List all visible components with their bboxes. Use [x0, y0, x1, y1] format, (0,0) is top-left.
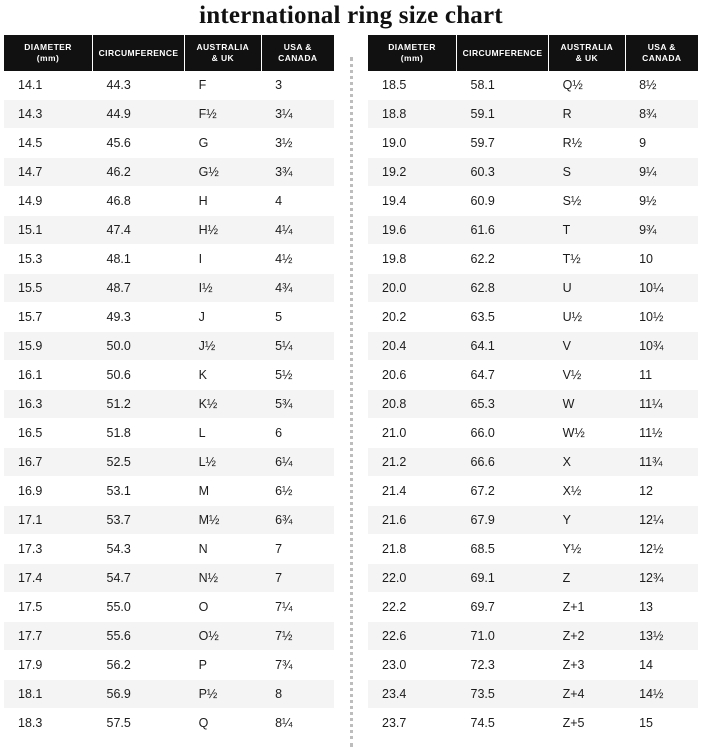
- cell-australia-uk: T½: [549, 245, 625, 274]
- table-row: [4, 535, 334, 564]
- cell-australia-uk: F½: [185, 100, 261, 129]
- cell-australia-uk: Q½: [549, 71, 625, 100]
- cell-usa-canada: 12¼: [625, 506, 698, 535]
- cell-usa-canada: 3: [261, 71, 334, 100]
- cell-usa-canada: 12¾: [625, 564, 698, 593]
- cell-circumference: 63.5: [457, 303, 549, 332]
- cell-usa-canada: 5¼: [261, 332, 334, 361]
- cell-usa-canada: 14: [625, 651, 698, 680]
- cell-australia-uk: J: [185, 303, 261, 332]
- cell-usa-canada: 6¾: [261, 506, 334, 535]
- table-row: [368, 680, 698, 709]
- cell-australia-uk: U½: [549, 303, 625, 332]
- cell-circumference: 48.1: [93, 245, 185, 274]
- column-header-diameter: [368, 35, 457, 71]
- cell-circumference: 74.5: [457, 709, 549, 738]
- table-row: [368, 129, 698, 158]
- cell-circumference: 54.7: [93, 564, 185, 593]
- cell-diameter: 22.0: [368, 564, 457, 593]
- column-header-diameter: [4, 35, 93, 71]
- cell-circumference: 55.0: [93, 593, 185, 622]
- cell-australia-uk: Z: [549, 564, 625, 593]
- table-row: [4, 100, 334, 129]
- cell-australia-uk: K½: [185, 390, 261, 419]
- cell-diameter: 23.4: [368, 680, 457, 709]
- cell-usa-canada: 11¼: [625, 390, 698, 419]
- table-row: [368, 158, 698, 187]
- cell-australia-uk: K: [185, 361, 261, 390]
- cell-australia-uk: Z+4: [549, 680, 625, 709]
- cell-usa-canada: 13: [625, 593, 698, 622]
- cell-diameter: 19.0: [368, 129, 457, 158]
- cell-diameter: 14.7: [4, 158, 93, 187]
- cell-usa-canada: 15: [625, 709, 698, 738]
- table-row: [368, 419, 698, 448]
- cell-diameter: 20.2: [368, 303, 457, 332]
- cell-circumference: 50.6: [93, 361, 185, 390]
- cell-circumference: 62.2: [457, 245, 549, 274]
- cell-diameter: 18.3: [4, 709, 93, 738]
- cell-usa-canada: 11: [625, 361, 698, 390]
- cell-diameter: 21.0: [368, 419, 457, 448]
- cell-diameter: 21.4: [368, 477, 457, 506]
- table-row: [4, 274, 334, 303]
- table-row: [368, 71, 698, 100]
- column-header-australia-uk: [549, 35, 625, 71]
- cell-circumference: 69.1: [457, 564, 549, 593]
- cell-australia-uk: X½: [549, 477, 625, 506]
- cell-circumference: 67.9: [457, 506, 549, 535]
- cell-usa-canada: 12½: [625, 535, 698, 564]
- cell-australia-uk: P: [185, 651, 261, 680]
- table-row: [4, 564, 334, 593]
- table-row: [368, 622, 698, 651]
- cell-usa-canada: 4: [261, 187, 334, 216]
- cell-circumference: 59.1: [457, 100, 549, 129]
- cell-diameter: 14.5: [4, 129, 93, 158]
- column-header-australia-uk-label: AUSTRALIA: [560, 42, 614, 52]
- table-row: [368, 361, 698, 390]
- table-row: [4, 709, 334, 738]
- cell-circumference: 64.1: [457, 332, 549, 361]
- cell-australia-uk: J½: [185, 332, 261, 361]
- column-header-diameter-label: DIAMETER: [24, 42, 72, 52]
- cell-circumference: 45.6: [93, 129, 185, 158]
- cell-usa-canada: 8½: [625, 71, 698, 100]
- cell-diameter: 16.1: [4, 361, 93, 390]
- cell-diameter: 18.8: [368, 100, 457, 129]
- table-row: [4, 158, 334, 187]
- cell-usa-canada: 10¾: [625, 332, 698, 361]
- cell-australia-uk: L½: [185, 448, 261, 477]
- cell-circumference: 44.3: [93, 71, 185, 100]
- cell-usa-canada: 7: [261, 535, 334, 564]
- cell-usa-canada: 5½: [261, 361, 334, 390]
- cell-diameter: 19.6: [368, 216, 457, 245]
- column-header-circumference-label: CIRCUMFERENCE: [98, 47, 179, 58]
- cell-diameter: 21.2: [368, 448, 457, 477]
- cell-circumference: 51.8: [93, 419, 185, 448]
- cell-circumference: 73.5: [457, 680, 549, 709]
- table-row: [4, 332, 334, 361]
- cell-circumference: 44.9: [93, 100, 185, 129]
- cell-australia-uk: N½: [185, 564, 261, 593]
- table-row: [4, 680, 334, 709]
- cell-usa-canada: 3¾: [261, 158, 334, 187]
- cell-australia-uk: Y½: [549, 535, 625, 564]
- cell-diameter: 16.5: [4, 419, 93, 448]
- cell-circumference: 51.2: [93, 390, 185, 419]
- cell-diameter: 17.5: [4, 593, 93, 622]
- cell-circumference: 66.0: [457, 419, 549, 448]
- ring-size-table-left: [4, 35, 334, 738]
- table-row: [368, 535, 698, 564]
- cell-circumference: 55.6: [93, 622, 185, 651]
- cell-circumference: 71.0: [457, 622, 549, 651]
- cell-circumference: 54.3: [93, 535, 185, 564]
- cell-circumference: 56.9: [93, 680, 185, 709]
- table-row: [4, 129, 334, 158]
- table-row: [368, 477, 698, 506]
- column-header-usa-canada: [261, 35, 334, 71]
- ring-size-table-right: [368, 35, 698, 738]
- cell-usa-canada: 11½: [625, 419, 698, 448]
- table-row: [4, 71, 334, 100]
- cell-australia-uk: Q: [185, 709, 261, 738]
- cell-diameter: 17.1: [4, 506, 93, 535]
- cell-usa-canada: 6: [261, 419, 334, 448]
- cell-diameter: 14.3: [4, 100, 93, 129]
- cell-australia-uk: X: [549, 448, 625, 477]
- cell-usa-canada: 6¼: [261, 448, 334, 477]
- cell-australia-uk: V: [549, 332, 625, 361]
- cell-usa-canada: 4½: [261, 245, 334, 274]
- table-row: [4, 506, 334, 535]
- table-row: [368, 100, 698, 129]
- cell-diameter: 23.7: [368, 709, 457, 738]
- right-table-block: [368, 35, 698, 738]
- tables-container: [0, 35, 702, 747]
- table-row: [4, 448, 334, 477]
- cell-australia-uk: S½: [549, 187, 625, 216]
- cell-circumference: 68.5: [457, 535, 549, 564]
- table-row: [4, 216, 334, 245]
- header-row: [4, 35, 334, 71]
- cell-diameter: 17.7: [4, 622, 93, 651]
- cell-diameter: 23.0: [368, 651, 457, 680]
- cell-diameter: 19.4: [368, 187, 457, 216]
- cell-usa-canada: 9: [625, 129, 698, 158]
- cell-australia-uk: W: [549, 390, 625, 419]
- cell-diameter: 20.6: [368, 361, 457, 390]
- cell-australia-uk: Z+3: [549, 651, 625, 680]
- table-row: [368, 390, 698, 419]
- table-row: [368, 709, 698, 738]
- cell-diameter: 22.6: [368, 622, 457, 651]
- table-row: [368, 651, 698, 680]
- table-row: [368, 245, 698, 274]
- cell-diameter: 15.7: [4, 303, 93, 332]
- cell-australia-uk: F: [185, 71, 261, 100]
- column-header-usa-canada-label: USA &: [647, 42, 676, 52]
- column-header-usa-canada-sub: CANADA: [642, 53, 682, 63]
- column-header-australia-uk-sub: & UK: [211, 53, 235, 63]
- cell-diameter: 15.9: [4, 332, 93, 361]
- cell-diameter: 20.8: [368, 390, 457, 419]
- table-row: [4, 187, 334, 216]
- column-header-usa-canada-sub: CANADA: [278, 53, 318, 63]
- cell-australia-uk: T: [549, 216, 625, 245]
- cell-usa-canada: 14½: [625, 680, 698, 709]
- table-row: [4, 477, 334, 506]
- cell-diameter: 19.2: [368, 158, 457, 187]
- cell-circumference: 65.3: [457, 390, 549, 419]
- cell-diameter: 14.9: [4, 187, 93, 216]
- column-header-australia-uk-label: AUSTRALIA: [196, 42, 250, 52]
- table-row: [4, 303, 334, 332]
- cell-australia-uk: H½: [185, 216, 261, 245]
- cell-usa-canada: 13½: [625, 622, 698, 651]
- cell-australia-uk: G½: [185, 158, 261, 187]
- cell-circumference: 69.7: [457, 593, 549, 622]
- cell-diameter: 14.1: [4, 71, 93, 100]
- cell-diameter: 20.0: [368, 274, 457, 303]
- cell-circumference: 46.2: [93, 158, 185, 187]
- cell-usa-canada: 9¾: [625, 216, 698, 245]
- column-header-circumference: [93, 35, 185, 71]
- cell-circumference: 58.1: [457, 71, 549, 100]
- cell-circumference: 66.6: [457, 448, 549, 477]
- cell-australia-uk: O½: [185, 622, 261, 651]
- cell-circumference: 56.2: [93, 651, 185, 680]
- cell-circumference: 52.5: [93, 448, 185, 477]
- cell-diameter: 21.6: [368, 506, 457, 535]
- divider-line: [350, 57, 353, 747]
- cell-diameter: 17.3: [4, 535, 93, 564]
- table-row: [4, 245, 334, 274]
- column-header-diameter-sub: (mm): [36, 53, 60, 63]
- column-header-circumference-label: CIRCUMFERENCE: [462, 47, 543, 58]
- cell-australia-uk: H: [185, 187, 261, 216]
- cell-circumference: 46.8: [93, 187, 185, 216]
- table-body-right: [368, 71, 698, 738]
- cell-australia-uk: L: [185, 419, 261, 448]
- table-body-left: [4, 71, 334, 738]
- cell-usa-canada: 5: [261, 303, 334, 332]
- cell-circumference: 59.7: [457, 129, 549, 158]
- table-row: [368, 303, 698, 332]
- cell-australia-uk: G: [185, 129, 261, 158]
- cell-australia-uk: S: [549, 158, 625, 187]
- cell-diameter: 19.8: [368, 245, 457, 274]
- cell-australia-uk: U: [549, 274, 625, 303]
- table-row: [4, 593, 334, 622]
- cell-diameter: 16.9: [4, 477, 93, 506]
- cell-circumference: 49.3: [93, 303, 185, 332]
- cell-australia-uk: N: [185, 535, 261, 564]
- cell-australia-uk: M: [185, 477, 261, 506]
- column-divider: [346, 35, 356, 747]
- cell-diameter: 17.4: [4, 564, 93, 593]
- table-row: [368, 564, 698, 593]
- cell-diameter: 15.1: [4, 216, 93, 245]
- cell-usa-canada: 11¾: [625, 448, 698, 477]
- cell-circumference: 61.6: [457, 216, 549, 245]
- column-header-usa-canada: [625, 35, 698, 71]
- cell-usa-canada: 9¼: [625, 158, 698, 187]
- cell-australia-uk: R½: [549, 129, 625, 158]
- cell-diameter: 21.8: [368, 535, 457, 564]
- cell-usa-canada: 9½: [625, 187, 698, 216]
- cell-circumference: 62.8: [457, 274, 549, 303]
- cell-usa-canada: 8¾: [625, 100, 698, 129]
- cell-australia-uk: P½: [185, 680, 261, 709]
- cell-usa-canada: 3¼: [261, 100, 334, 129]
- table-row: [368, 274, 698, 303]
- cell-australia-uk: V½: [549, 361, 625, 390]
- cell-australia-uk: Z+2: [549, 622, 625, 651]
- table-row: [368, 506, 698, 535]
- cell-circumference: 57.5: [93, 709, 185, 738]
- cell-usa-canada: 7½: [261, 622, 334, 651]
- cell-usa-canada: 10: [625, 245, 698, 274]
- column-header-diameter-label: DIAMETER: [388, 42, 436, 52]
- cell-diameter: 15.5: [4, 274, 93, 303]
- cell-diameter: 16.3: [4, 390, 93, 419]
- table-row: [4, 651, 334, 680]
- cell-circumference: 64.7: [457, 361, 549, 390]
- column-header-australia-uk: [185, 35, 261, 71]
- cell-australia-uk: M½: [185, 506, 261, 535]
- cell-usa-canada: 4¼: [261, 216, 334, 245]
- table-row: [368, 448, 698, 477]
- cell-circumference: 50.0: [93, 332, 185, 361]
- table-row: [368, 216, 698, 245]
- header-row: [368, 35, 698, 71]
- cell-usa-canada: 5¾: [261, 390, 334, 419]
- cell-australia-uk: W½: [549, 419, 625, 448]
- cell-usa-canada: 10¼: [625, 274, 698, 303]
- cell-australia-uk: I: [185, 245, 261, 274]
- column-header-circumference: [457, 35, 549, 71]
- table-row: [4, 390, 334, 419]
- table-header-right: [368, 35, 698, 71]
- cell-australia-uk: O: [185, 593, 261, 622]
- cell-circumference: 53.1: [93, 477, 185, 506]
- table-row: [4, 419, 334, 448]
- table-header-left: [4, 35, 334, 71]
- cell-usa-canada: 7¾: [261, 651, 334, 680]
- column-header-diameter-sub: (mm): [400, 53, 424, 63]
- cell-australia-uk: Z+5: [549, 709, 625, 738]
- cell-circumference: 53.7: [93, 506, 185, 535]
- cell-australia-uk: Z+1: [549, 593, 625, 622]
- cell-usa-canada: 3½: [261, 129, 334, 158]
- cell-circumference: 67.2: [457, 477, 549, 506]
- cell-usa-canada: 7: [261, 564, 334, 593]
- table-row: [368, 593, 698, 622]
- cell-diameter: 16.7: [4, 448, 93, 477]
- cell-australia-uk: Y: [549, 506, 625, 535]
- cell-circumference: 47.4: [93, 216, 185, 245]
- table-row: [4, 622, 334, 651]
- cell-usa-canada: 8: [261, 680, 334, 709]
- column-header-australia-uk-sub: & UK: [575, 53, 599, 63]
- cell-usa-canada: 8¼: [261, 709, 334, 738]
- page-title: international ring size chart: [199, 2, 503, 29]
- cell-diameter: 15.3: [4, 245, 93, 274]
- cell-australia-uk: R: [549, 100, 625, 129]
- cell-circumference: 60.9: [457, 187, 549, 216]
- cell-diameter: 17.9: [4, 651, 93, 680]
- cell-usa-canada: 7¼: [261, 593, 334, 622]
- cell-australia-uk: I½: [185, 274, 261, 303]
- cell-usa-canada: 4¾: [261, 274, 334, 303]
- cell-diameter: 20.4: [368, 332, 457, 361]
- table-row: [4, 361, 334, 390]
- table-row: [368, 332, 698, 361]
- cell-circumference: 72.3: [457, 651, 549, 680]
- cell-circumference: 60.3: [457, 158, 549, 187]
- column-header-usa-canada-label: USA &: [283, 42, 312, 52]
- cell-diameter: 18.5: [368, 71, 457, 100]
- cell-usa-canada: 6½: [261, 477, 334, 506]
- cell-diameter: 22.2: [368, 593, 457, 622]
- cell-circumference: 48.7: [93, 274, 185, 303]
- cell-usa-canada: 12: [625, 477, 698, 506]
- cell-usa-canada: 10½: [625, 303, 698, 332]
- left-table-block: [4, 35, 334, 738]
- cell-diameter: 18.1: [4, 680, 93, 709]
- table-row: [368, 187, 698, 216]
